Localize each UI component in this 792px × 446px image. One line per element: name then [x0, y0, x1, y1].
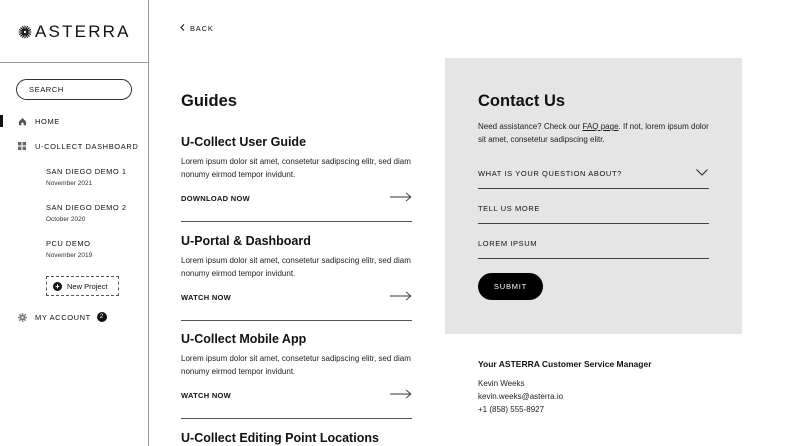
guide-title: U-Portal & Dashboard	[181, 234, 311, 248]
back-link[interactable]	[180, 24, 214, 33]
download-now-button[interactable]	[181, 189, 412, 207]
arrow-right-icon	[390, 288, 412, 306]
guide-card	[181, 135, 412, 222]
guide-card	[181, 332, 412, 419]
brand-name: ASTERRA	[35, 22, 131, 41]
contact-intro	[478, 120, 718, 146]
contact-intro-text: Need assistance? Check our	[478, 122, 583, 131]
logo[interactable]	[18, 22, 131, 42]
submit-button[interactable]: SUBMIT	[478, 273, 543, 300]
watch-now-button[interactable]	[181, 386, 412, 404]
new-project-label: New Project	[67, 281, 108, 291]
guide-title: U-Collect User Guide	[181, 135, 307, 149]
manager-phone: +1 (858) 555-8927	[478, 405, 545, 414]
sidebar-item-label: HOME	[35, 116, 60, 126]
guide-divider	[181, 320, 412, 321]
customer-service-manager	[478, 359, 652, 414]
sidebar-item-home[interactable]	[0, 116, 60, 126]
arrow-right-icon	[390, 189, 412, 207]
sidebar	[0, 0, 149, 446]
manager-name: Kevin Weeks	[478, 379, 525, 388]
question-topic-label: WHAT IS YOUR QUESTION ABOUT?	[478, 169, 622, 178]
home-icon	[17, 116, 27, 126]
contact-intro-text: . If not, lorem ipsum dolor sit amet, consetetur sadipscing elitr.	[478, 122, 709, 144]
faq-link[interactable]: FAQ page	[582, 122, 619, 131]
guide-action-label: WATCH NOW	[181, 292, 232, 302]
contact-panel	[445, 58, 742, 334]
back-label: BACK	[190, 24, 214, 33]
guide-description: Lorem ipsum dolor sit amet, consetetur sadipscing elitr, sed diam nonumy eirmod tempor invidunt.	[181, 256, 411, 278]
lorem-ipsum-label: LOREM IPSUM	[478, 239, 538, 248]
lorem-ipsum-field[interactable]	[478, 239, 709, 259]
notification-badge: 2	[97, 312, 107, 322]
search-input[interactable]	[16, 79, 132, 100]
guide-action-label: WATCH NOW	[181, 390, 232, 400]
sidebar-item-label: MY ACCOUNT	[35, 312, 91, 322]
guide-description: Lorem ipsum dolor sit amet, consetetur sadipscing elitr, sed diam nonumy eirmod tempor invidunt.	[181, 354, 411, 376]
sidebar-project-san-diego-demo-1[interactable]	[46, 167, 127, 187]
guide-divider	[181, 221, 412, 222]
sidebar-item-dashboard[interactable]	[0, 141, 138, 151]
asterra-starburst-icon	[18, 25, 32, 39]
sidebar-item-my-account[interactable]	[0, 312, 107, 322]
tell-us-more-field[interactable]	[478, 204, 709, 224]
arrow-right-icon	[390, 386, 412, 404]
new-project-button[interactable]	[46, 276, 119, 296]
sidebar-project-san-diego-demo-2[interactable]	[46, 203, 127, 223]
project-date: October 2020	[46, 216, 86, 223]
gear-icon	[17, 312, 27, 322]
guide-card	[181, 234, 412, 321]
watch-now-button[interactable]	[181, 288, 412, 306]
plus-icon: +	[53, 282, 62, 291]
sidebar-project-pcu-demo[interactable]	[46, 239, 92, 259]
grid-icon	[17, 141, 27, 151]
chevron-left-icon	[180, 24, 185, 33]
project-title: PCU DEMO	[46, 239, 91, 248]
project-date: November 2019	[46, 252, 93, 259]
guide-description: Lorem ipsum dolor sit amet, consetetur sadipscing elitr, sed diam nonumy eirmod tempor invidunt.	[181, 157, 411, 179]
project-date: November 2021	[46, 180, 93, 187]
manager-title: Your ASTERRA Customer Service Manager	[478, 359, 652, 369]
guide-action-label: DOWNLOAD NOW	[181, 193, 251, 203]
sidebar-divider	[0, 62, 149, 63]
tell-us-more-label: TELL US MORE	[478, 204, 540, 213]
guide-divider	[181, 418, 412, 419]
chevron-down-icon	[696, 169, 708, 178]
guides-heading: Guides	[181, 92, 237, 110]
project-title: SAN DIEGO DEMO 1	[46, 167, 127, 176]
contact-heading: Contact Us	[478, 92, 566, 110]
manager-email[interactable]: kevin.weeks@asterra.io	[478, 392, 564, 401]
guide-title: U-Collect Mobile App	[181, 332, 307, 346]
guide-title: U-Collect Editing Point Locations	[181, 431, 379, 445]
sidebar-item-label: U-COLLECT DASHBOARD	[35, 141, 139, 151]
question-topic-select[interactable]	[478, 169, 709, 189]
project-title: SAN DIEGO DEMO 2	[46, 203, 127, 212]
guide-card	[181, 431, 412, 445]
